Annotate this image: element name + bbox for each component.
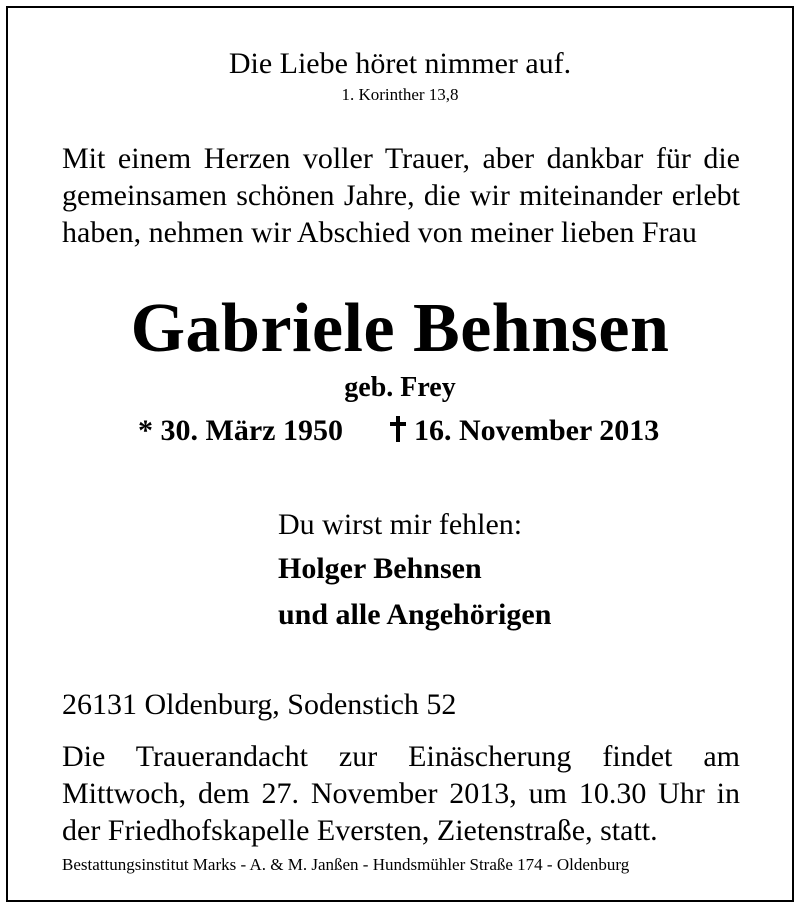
deceased-name: Gabriele Behnsen xyxy=(130,290,670,367)
ceremony-line-1: Die Trauerandacht zur Einäscherung findet am xyxy=(62,740,740,773)
mourners-lead: Du wirst mir fehlen: xyxy=(278,508,523,541)
birth-date: * 30. März 1950 xyxy=(138,414,343,447)
intro-line-2: gemeinsamen schönen Jahre, die wir miteinander erlebt xyxy=(62,179,740,212)
intro-line-3: haben, nehmen wir Abschied von meiner lieben Frau xyxy=(62,216,697,249)
mourner-relatives: und alle Angehörigen xyxy=(278,598,552,631)
ceremony-paragraph xyxy=(62,738,740,849)
maiden-name: geb. Frey xyxy=(344,372,456,403)
undertaker-info: Bestattungsinstitut Marks - A. & M. Janßen - Hundsmühler Straße 174 - Oldenburg xyxy=(62,855,630,874)
death-date: 16. November 2013 xyxy=(414,414,660,447)
ceremony-line-2: Mittwoch, dem 27. November 2013, um 10.30 Uhr in xyxy=(62,777,740,810)
mourner-name: Holger Behnsen xyxy=(278,552,482,585)
address: 26131 Oldenburg, Sodenstich 52 xyxy=(62,688,457,721)
ceremony-line-3: der Friedhofskapelle Eversten, Zietenstraße, statt. xyxy=(62,814,658,847)
intro-paragraph xyxy=(62,140,740,251)
motto-source: 1. Korinther 13,8 xyxy=(341,85,459,104)
death-date-group xyxy=(390,416,659,446)
cross-icon xyxy=(390,416,406,442)
obituary-notice xyxy=(6,6,794,902)
motto-verse: Die Liebe höret nimmer auf. xyxy=(228,47,572,80)
intro-line-1: Mit einem Herzen voller Trauer, aber dankbar für die xyxy=(62,142,740,175)
